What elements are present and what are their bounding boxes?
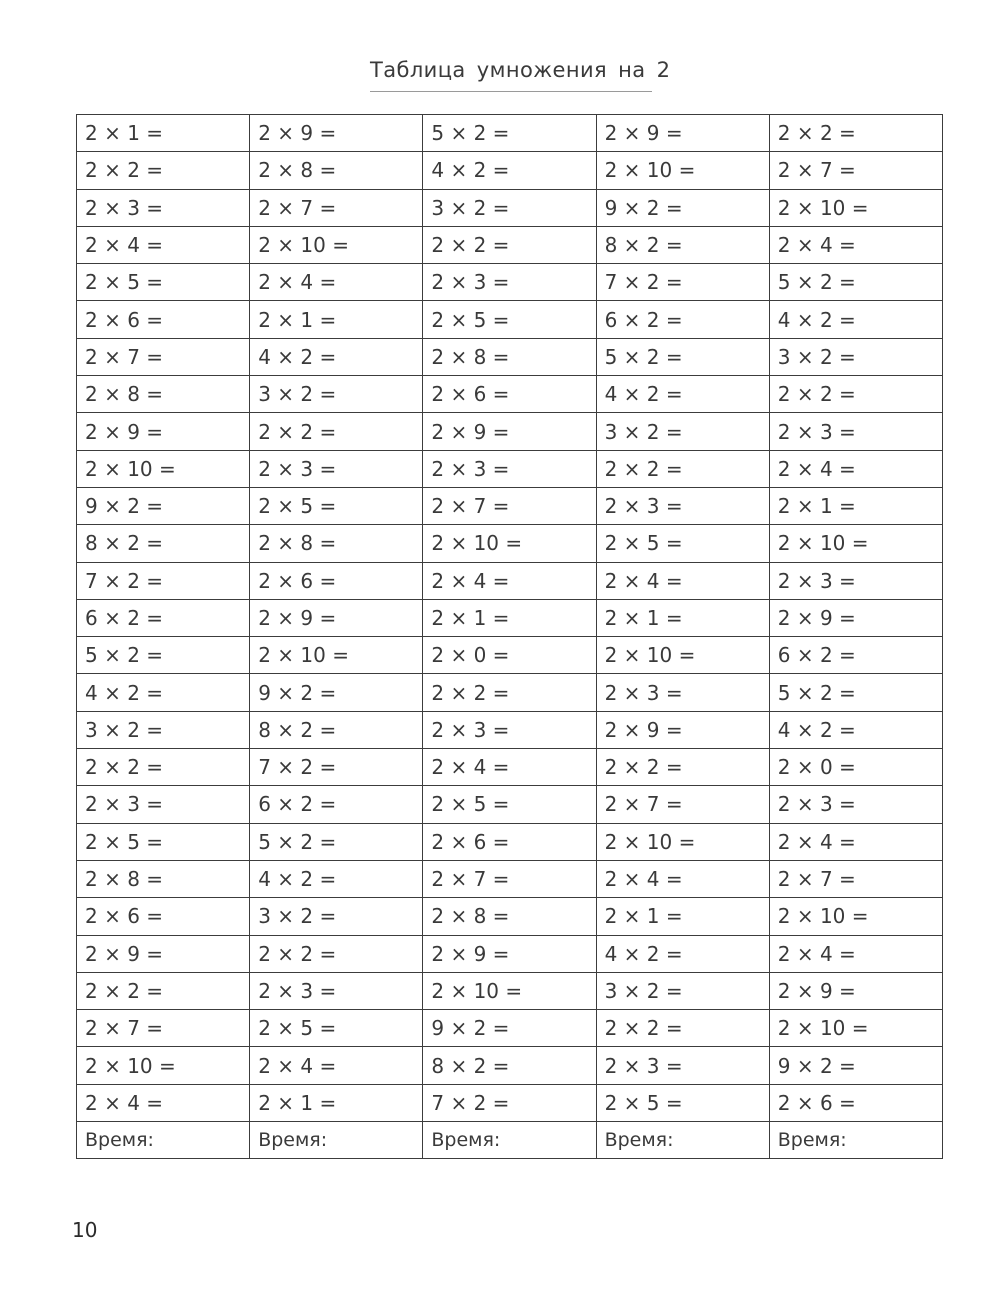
problem-cell: 2 × 8 = [250,152,423,189]
problem-cell: 4 × 2 = [596,376,769,413]
problem-cell: 2 × 7 = [769,860,942,897]
table-row [77,898,943,935]
problem-cell: 6 × 2 = [769,637,942,674]
table-row [77,1010,943,1047]
problem-cell: 2 × 10 = [250,637,423,674]
problem-cell: 2 × 8 = [77,860,250,897]
problem-cell: 2 × 1 = [77,115,250,152]
table-row [77,152,943,189]
problem-cell: 2 × 3 = [596,674,769,711]
problem-cell: 2 × 5 = [423,301,596,338]
time-cell: Время: [77,1122,250,1159]
table-row [77,413,943,450]
problem-cell: 2 × 2 = [423,674,596,711]
problem-cell: 2 × 10 = [596,823,769,860]
problem-cell: 2 × 6 = [77,898,250,935]
problem-cell: 2 × 9 = [423,935,596,972]
problem-cell: 2 × 8 = [423,898,596,935]
problem-cell: 2 × 9 = [250,115,423,152]
problem-cell: 3 × 2 = [423,189,596,226]
problem-cell: 2 × 10 = [423,972,596,1009]
problem-cell: 7 × 2 = [77,562,250,599]
problem-cell: 2 × 6 = [423,376,596,413]
problem-cell: 2 × 4 = [423,562,596,599]
time-cell: Время: [769,1122,942,1159]
problem-cell: 8 × 2 = [423,1047,596,1084]
problem-cell: 3 × 2 = [596,413,769,450]
problem-cell: 2 × 9 = [250,599,423,636]
problem-cell: 2 × 6 = [77,301,250,338]
problem-cell: 2 × 3 = [250,450,423,487]
problem-cell: 3 × 2 = [769,338,942,375]
problem-cell: 2 × 1 = [769,487,942,524]
problem-cell: 2 × 10 = [769,898,942,935]
problem-cell: 3 × 2 = [77,711,250,748]
problem-cell: 7 × 2 = [423,1084,596,1121]
problem-cell: 4 × 2 = [769,711,942,748]
problem-cell: 2 × 7 = [423,860,596,897]
problem-cell: 7 × 2 = [250,749,423,786]
problem-cell: 3 × 2 = [596,972,769,1009]
multiplication-table [76,114,943,1159]
problem-cell: 2 × 2 = [250,413,423,450]
problem-cell: 2 × 8 = [77,376,250,413]
time-cell: Время: [596,1122,769,1159]
problem-cell: 2 × 5 = [250,1010,423,1047]
table-row [77,562,943,599]
problem-cell: 2 × 3 = [77,189,250,226]
table-row [77,860,943,897]
problem-cell: 2 × 9 = [769,599,942,636]
problem-cell: 9 × 2 = [769,1047,942,1084]
table-row [77,338,943,375]
problem-cell: 2 × 2 = [596,1010,769,1047]
problem-cell: 2 × 2 = [77,152,250,189]
problem-cell: 9 × 2 = [423,1010,596,1047]
problem-cell: 2 × 2 = [77,972,250,1009]
problem-cell: 2 × 3 = [596,487,769,524]
problem-cell: 4 × 2 = [769,301,942,338]
problem-cell: 2 × 10 = [769,189,942,226]
problem-cell: 2 × 6 = [250,562,423,599]
problem-cell: 2 × 4 = [596,562,769,599]
problem-cell: 2 × 3 = [423,450,596,487]
problem-cell: 2 × 7 = [769,152,942,189]
problem-cell: 2 × 2 = [596,749,769,786]
problem-cell: 4 × 2 = [596,935,769,972]
problem-cell: 2 × 4 = [77,226,250,263]
problem-cell: 2 × 3 = [769,562,942,599]
page-title: Таблица умножения на 2 [370,58,671,82]
problem-cell: 2 × 5 = [596,525,769,562]
problem-cell: 2 × 1 = [423,599,596,636]
title-underline [370,91,652,92]
table-row [77,823,943,860]
problem-cell: 2 × 4 = [769,935,942,972]
problem-cell: 2 × 10 = [77,450,250,487]
problem-cell: 6 × 2 = [250,786,423,823]
problem-cell: 2 × 3 = [596,1047,769,1084]
problem-cell: 2 × 3 = [769,413,942,450]
problem-cell: 2 × 4 = [769,226,942,263]
problem-cell: 2 × 7 = [77,338,250,375]
problem-cell: 2 × 9 = [77,935,250,972]
table-row [77,674,943,711]
table-row [77,1084,943,1121]
problem-cell: 5 × 2 = [423,115,596,152]
problem-cell: 2 × 1 = [596,898,769,935]
problem-cell: 2 × 1 = [250,301,423,338]
table-row [77,711,943,748]
problem-cell: 2 × 10 = [596,637,769,674]
problem-cell: 2 × 2 = [769,376,942,413]
problem-cell: 4 × 2 = [250,860,423,897]
problem-cell: 2 × 4 = [250,264,423,301]
table-row [77,749,943,786]
problem-cell: 2 × 4 = [423,749,596,786]
problem-cell: 5 × 2 = [769,674,942,711]
problem-cell: 2 × 10 = [596,152,769,189]
table-row [77,264,943,301]
table-row [77,226,943,263]
problem-cell: 4 × 2 = [423,152,596,189]
problem-cell: 2 × 3 = [769,786,942,823]
problem-cell: 4 × 2 = [77,674,250,711]
page-number: 10 [72,1218,98,1242]
problem-cell: 5 × 2 = [250,823,423,860]
problem-cell: 3 × 2 = [250,898,423,935]
problem-cell: 3 × 2 = [250,376,423,413]
table-row [77,972,943,1009]
table-row [77,487,943,524]
time-row [77,1122,943,1159]
problem-cell: 8 × 2 = [77,525,250,562]
problem-cell: 2 × 2 = [250,935,423,972]
problem-cell: 8 × 2 = [250,711,423,748]
problem-cell: 2 × 10 = [250,226,423,263]
problem-cell: 2 × 0 = [769,749,942,786]
table-row [77,115,943,152]
problem-cell: 2 × 4 = [250,1047,423,1084]
problem-cell: 2 × 7 = [77,1010,250,1047]
problem-cell: 2 × 1 = [250,1084,423,1121]
problem-cell: 2 × 4 = [769,450,942,487]
table-row [77,301,943,338]
problem-cell: 2 × 10 = [769,1010,942,1047]
table-row [77,525,943,562]
problem-cell: 2 × 7 = [250,189,423,226]
table-row [77,189,943,226]
table-row [77,376,943,413]
problem-cell: 9 × 2 = [250,674,423,711]
problem-cell: 5 × 2 = [596,338,769,375]
table-row [77,599,943,636]
problem-cell: 2 × 4 = [596,860,769,897]
problem-cell: 2 × 6 = [423,823,596,860]
problem-cell: 7 × 2 = [596,264,769,301]
problem-cell: 2 × 9 = [769,972,942,1009]
problem-cell: 2 × 10 = [769,525,942,562]
problem-cell: 2 × 2 = [423,226,596,263]
problem-cell: 2 × 5 = [77,264,250,301]
problem-cell: 2 × 2 = [77,749,250,786]
problem-cell: 8 × 2 = [596,226,769,263]
problem-cell: 2 × 5 = [596,1084,769,1121]
problem-cell: 5 × 2 = [77,637,250,674]
problem-cell: 2 × 3 = [423,264,596,301]
problem-cell: 2 × 2 = [596,450,769,487]
problem-cell: 2 × 7 = [423,487,596,524]
problem-cell: 2 × 0 = [423,637,596,674]
problem-cell: 6 × 2 = [77,599,250,636]
table-row [77,935,943,972]
problem-cell: 2 × 3 = [423,711,596,748]
table-body [77,115,943,1159]
problem-cell: 2 × 9 = [596,711,769,748]
problem-cell: 2 × 5 = [423,786,596,823]
problem-cell: 9 × 2 = [77,487,250,524]
problem-cell: 2 × 4 = [77,1084,250,1121]
problem-cell: 2 × 8 = [423,338,596,375]
table-row [77,450,943,487]
problem-cell: 2 × 5 = [77,823,250,860]
problem-cell: 2 × 1 = [596,599,769,636]
problem-cell: 2 × 2 = [769,115,942,152]
problem-cell: 2 × 9 = [77,413,250,450]
problem-cell: 4 × 2 = [250,338,423,375]
time-cell: Время: [250,1122,423,1159]
problem-cell: 2 × 10 = [423,525,596,562]
problem-cell: 6 × 2 = [596,301,769,338]
problem-cell: 2 × 9 = [423,413,596,450]
table-row [77,637,943,674]
problem-cell: 5 × 2 = [769,264,942,301]
problem-cell: 2 × 9 = [596,115,769,152]
table-row [77,786,943,823]
problem-cell: 2 × 10 = [77,1047,250,1084]
problem-cell: 2 × 4 = [769,823,942,860]
problem-cell: 2 × 5 = [250,487,423,524]
problem-cell: 2 × 3 = [77,786,250,823]
problem-cell: 2 × 7 = [596,786,769,823]
problem-cell: 9 × 2 = [596,189,769,226]
table-row [77,1047,943,1084]
problem-cell: 2 × 6 = [769,1084,942,1121]
problem-cell: 2 × 3 = [250,972,423,1009]
time-cell: Время: [423,1122,596,1159]
problem-cell: 2 × 8 = [250,525,423,562]
